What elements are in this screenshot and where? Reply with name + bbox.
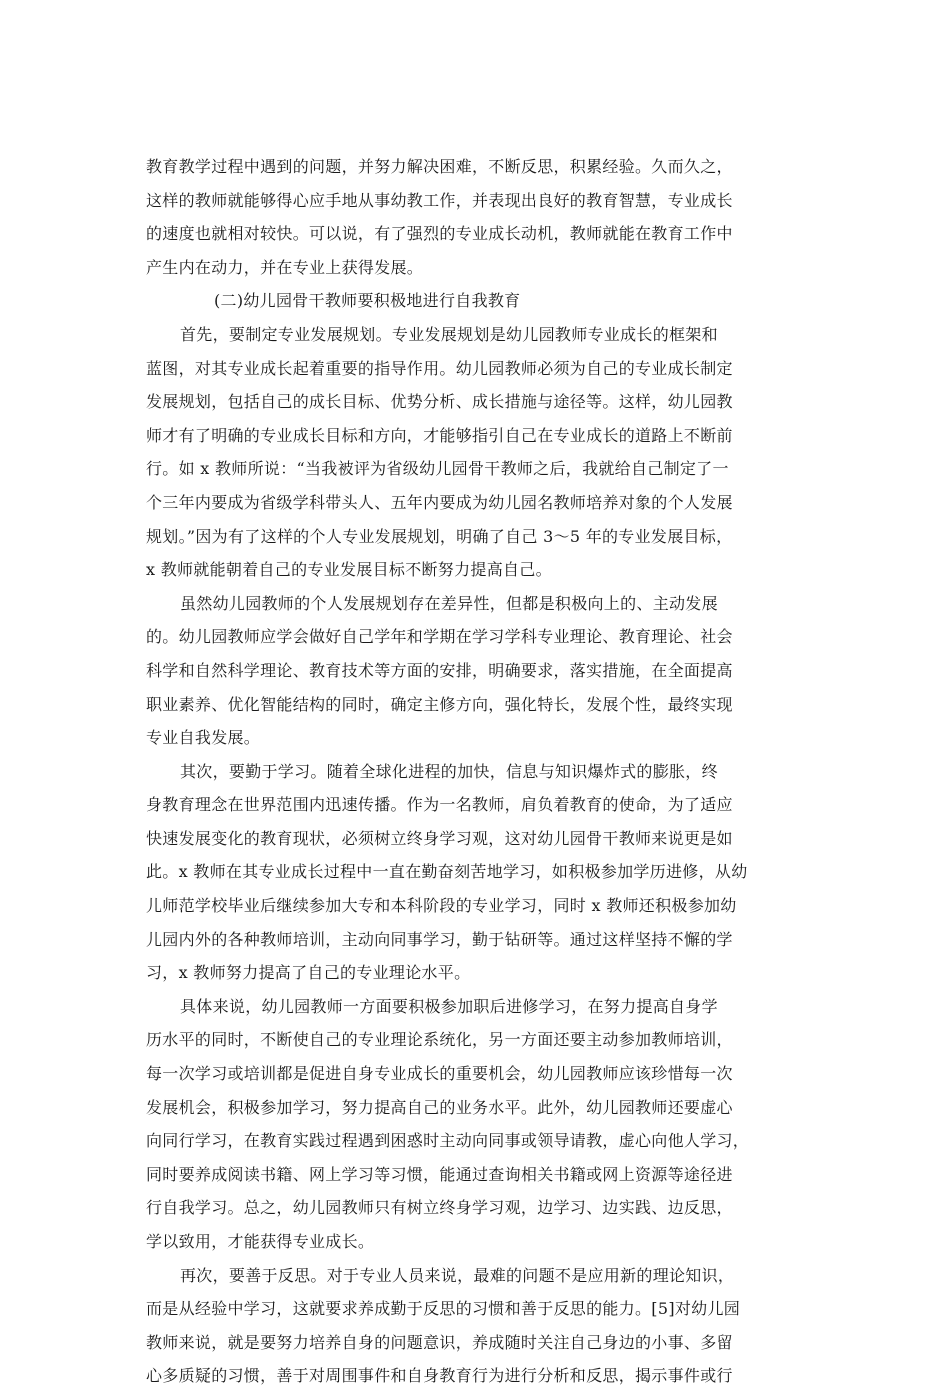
document-body bbox=[146, 150, 816, 1393]
text-line: 发展规划，包括自己的成长目标、优势分析、成长措施与途径等。这样，幼儿园教 bbox=[146, 392, 733, 412]
text-line: 其次，要勤于学习。随着全球化进程的加快，信息与知识爆炸式的膨胀，终 bbox=[180, 761, 718, 781]
text-line: 再次，要善于反思。对于专业人员来说，最难的问题不是应用新的理论知识， bbox=[180, 1265, 735, 1285]
paragraph-planning bbox=[146, 318, 816, 587]
section-heading bbox=[146, 284, 816, 318]
text-line: 的速度也就相对较快。可以说，有了强烈的专业成长动机，教师就能在教育工作中 bbox=[146, 224, 733, 244]
text-line: 这样的教师就能够得心应手地从事幼教工作，并表现出良好的教育智慧，专业成长 bbox=[146, 190, 733, 210]
text-line: 职业素养、优化智能结构的同时，确定主修方向，强化特长，发展个性，最终实现 bbox=[146, 694, 733, 714]
text-line: 快速发展变化的教育现状，必须树立终身学习观，这对幼儿园骨干教师来说更是如 bbox=[146, 828, 733, 848]
text-line: 儿师范学校毕业后继续参加大专和本科阶段的专业学习，同时 x 教师还积极参加幼 bbox=[146, 896, 737, 916]
paragraph-reflection bbox=[146, 1259, 816, 1393]
text-line: 首先，要制定专业发展规划。专业发展规划是幼儿园教师专业成长的框架和 bbox=[180, 324, 718, 344]
text-line: 行自我学习。总之，幼儿园教师只有树立终身学习观，边学习、边实践、边反思， bbox=[146, 1198, 733, 1218]
text-line: 发展机会，积极参加学习，努力提高自己的业务水平。此外，幼儿园教师还要虚心 bbox=[146, 1097, 733, 1117]
text-line: 儿园内外的各种教师培训，主动向同事学习，勤于钻研等。通过这样坚持不懈的学 bbox=[146, 929, 733, 949]
text-line: 行。如 x 教师所说：“当我被评为省级幼儿园骨干教师之后，我就给自己制定了一 bbox=[146, 459, 729, 479]
paragraph-learning bbox=[146, 755, 816, 990]
text-line: 规划。”因为有了这样的个人专业发展规划，明确了自己 3～5 年的专业发展目标， bbox=[146, 526, 733, 546]
text-line: 此。x 教师在其专业成长过程中一直在勤奋刻苦地学习，如积极参加学历进修，从幼 bbox=[146, 862, 748, 882]
text-line: 蓝图，对其专业成长起着重要的指导作用。幼儿园教师必须为自己的专业成长制定 bbox=[146, 358, 733, 378]
text-line: 产生内在动力，并在专业上获得发展。 bbox=[146, 257, 424, 277]
text-line: 师才有了明确的专业成长目标和方向，才能够指引自己在专业成长的道路上不断前 bbox=[146, 425, 733, 445]
paragraph-development bbox=[146, 587, 816, 755]
text-line: 学以致用，才能获得专业成长。 bbox=[146, 1232, 375, 1251]
text-line: 身教育理念在世界范围内迅速传播。作为一名教师，肩负着教育的使命，为了适应 bbox=[146, 795, 733, 815]
text-line: x 教师就能朝着自己的专业发展目标不断努力提高自己。 bbox=[146, 560, 552, 580]
text-line: 习，x 教师努力提高了自己的专业理论水平。 bbox=[146, 963, 471, 983]
text-line: 每一次学习或培训都是促进自身专业成长的重要机会，幼儿园教师应该珍惜每一次 bbox=[146, 1064, 733, 1084]
text-line: 而是从经验中学习，这就要求养成勤于反思的习惯和善于反思的能力。[5]对幼儿园 bbox=[146, 1299, 741, 1319]
heading-text: (二)幼儿园骨干教师要积极地进行自我教育 bbox=[214, 291, 521, 311]
text-line: 历水平的同时，不断使自己的专业理论系统化，另一方面还要主动参加教师培训， bbox=[146, 1030, 733, 1050]
text-line: 具体来说，幼儿园教师一方面要积极参加职后进修学习，在努力提高自身学 bbox=[180, 996, 718, 1016]
text-line: 虽然幼儿园教师的个人发展规划存在差异性，但都是积极向上的、主动发展 bbox=[180, 593, 718, 613]
text-line: 科学和自然科学理论、教育技术等方面的安排，明确要求，落实措施，在全面提高 bbox=[146, 660, 733, 680]
paragraph-specifics bbox=[146, 990, 816, 1259]
text-line: 同时要养成阅读书籍、网上学习等习惯，能通过查询相关书籍或网上资源等途径进 bbox=[146, 1164, 733, 1184]
text-line: 个三年内要成为省级学科带头人、五年内要成为幼儿园名教师培养对象的个人发展 bbox=[146, 492, 733, 512]
text-line: 教师来说，就是要努力培养自身的问题意识，养成随时关注自己身边的小事、多留 bbox=[146, 1332, 733, 1352]
text-line: 向同行学习，在教育实践过程遇到困惑时主动向同事或领导请教，虚心向他人学习， bbox=[146, 1131, 750, 1151]
text-line: 教育教学过程中遇到的问题，并努力解决困难，不断反思，积累经验。久而久之， bbox=[146, 157, 733, 176]
paragraph-continued bbox=[146, 150, 816, 284]
text-line: 的。幼儿园教师应学会做好自己学年和学期在学习学科专业理论、教育理论、社会 bbox=[146, 627, 733, 647]
text-line: 专业自我发展。 bbox=[146, 728, 261, 748]
text-line: 心多质疑的习惯，善于对周围事件和自身教育行为进行分析和反思，揭示事件或行 bbox=[146, 1366, 733, 1386]
